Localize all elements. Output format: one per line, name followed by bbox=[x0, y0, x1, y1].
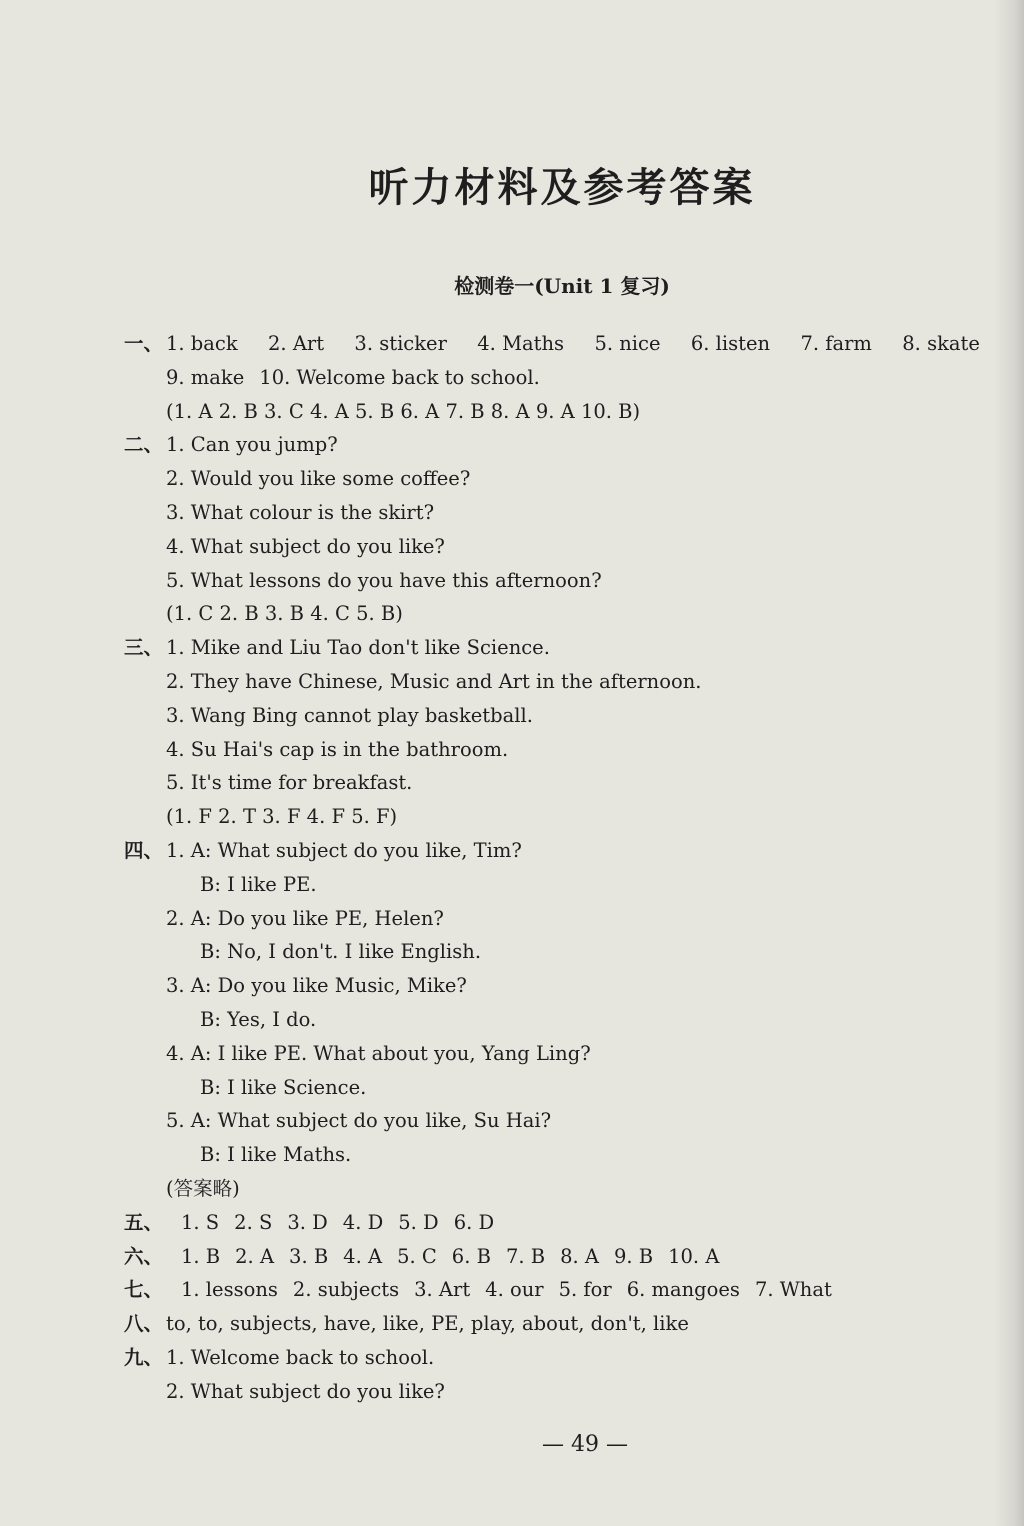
answer-item: 8. A bbox=[560, 1244, 599, 1268]
word-item: 2. Art bbox=[268, 332, 325, 355]
dialogue-line: 1. A: What subject do you like, Tim? bbox=[166, 838, 522, 862]
section-8-line bbox=[124, 1307, 984, 1341]
answer-body bbox=[124, 327, 984, 1409]
section-7-line bbox=[124, 1273, 984, 1307]
answer-item: 2. A bbox=[235, 1244, 275, 1268]
word-item: 8. skate bbox=[902, 332, 980, 355]
section-number: 二、 bbox=[124, 433, 164, 457]
section-number: 七、 bbox=[124, 1278, 164, 1302]
answer-item: 10. A bbox=[668, 1244, 720, 1268]
answer-item: 4. D bbox=[342, 1210, 384, 1234]
word-item: 5. for bbox=[558, 1278, 612, 1302]
sentence-item: 2. They have Chinese, Music and Art in the afternoon. bbox=[166, 669, 702, 693]
word-item: 7. farm bbox=[800, 332, 872, 355]
section-number: 四、 bbox=[124, 838, 164, 862]
word-item: 9. make bbox=[166, 365, 245, 389]
page-fold-shadow bbox=[994, 0, 1024, 1526]
sentence-item: 3. Wang Bing cannot play basketball. bbox=[166, 703, 533, 727]
sentence-item: 1. Mike and Liu Tao don't like Science. bbox=[166, 636, 550, 660]
answer-line: (1. F 2. T 3. F 4. F 5. F) bbox=[166, 805, 398, 829]
sentence-item: 2. Would you like some coffee? bbox=[166, 467, 471, 491]
section-1-line-2 bbox=[124, 361, 984, 395]
sentence-item: 4. What subject do you like? bbox=[166, 534, 445, 558]
answer-item: 5. D bbox=[398, 1210, 439, 1234]
answer-line: (1. A 2. B 3. C 4. A 5. B 6. A 7. B 8. A 9. A 10. B) bbox=[166, 399, 641, 423]
dialogue-line: B: No, I don't. I like English. bbox=[200, 940, 482, 964]
answer-item: 3. B bbox=[289, 1244, 329, 1268]
section-3-line-1 bbox=[124, 631, 984, 665]
dialogue-line: 4. A: I like PE. What about you, Yang Ling? bbox=[166, 1041, 591, 1065]
sentence-item: 3. What colour is the skirt? bbox=[166, 500, 435, 524]
word-item: 7. What bbox=[754, 1278, 832, 1302]
answer-item: 3. D bbox=[287, 1210, 328, 1234]
dialogue-line: B: I like Maths. bbox=[200, 1143, 352, 1167]
section-6-line bbox=[124, 1240, 984, 1274]
section-number: 一、 bbox=[124, 332, 164, 355]
word-item: 6. listen bbox=[690, 332, 771, 355]
answer-item: 4. A bbox=[343, 1244, 383, 1268]
word-item: 5. nice bbox=[594, 332, 661, 355]
section-number: 九、 bbox=[124, 1345, 164, 1369]
answer-item: 9. B bbox=[613, 1244, 654, 1268]
sentence-item: 5. It's time for breakfast. bbox=[166, 771, 413, 795]
word-item: 2. subjects bbox=[292, 1278, 400, 1302]
answer-item: 6. B bbox=[451, 1244, 491, 1268]
answer-line: (答案略) bbox=[166, 1176, 240, 1200]
section-1-line-1 bbox=[124, 327, 984, 361]
word-item: 3. Art bbox=[414, 1278, 471, 1302]
sentence-item: 2. What subject do you like? bbox=[166, 1379, 445, 1403]
word-item: 1. back bbox=[166, 332, 238, 355]
section-number: 六、 bbox=[124, 1244, 164, 1268]
sentence-item: 1. Can you jump? bbox=[166, 433, 338, 457]
section-2-line-1 bbox=[124, 428, 984, 462]
word-item: 4. our bbox=[485, 1278, 544, 1302]
section-4-line-1 bbox=[124, 834, 984, 868]
answer-item: 1. S bbox=[181, 1210, 220, 1234]
section-5-line bbox=[124, 1206, 984, 1240]
sentence-item: 4. Su Hai's cap is in the bathroom. bbox=[166, 737, 509, 761]
dialogue-line: B: Yes, I do. bbox=[200, 1007, 317, 1031]
word-list: to, to, subjects, have, like, PE, play, about, don't, like bbox=[166, 1312, 689, 1336]
answer-item: 7. B bbox=[505, 1244, 546, 1268]
word-item: 1. lessons bbox=[181, 1278, 278, 1302]
dialogue-line: 3. A: Do you like Music, Mike? bbox=[166, 974, 467, 998]
answer-line: (1. C 2. B 3. B 4. C 5. B) bbox=[166, 602, 403, 626]
page-number: — 49 — bbox=[542, 1432, 628, 1457]
section-number: 五、 bbox=[124, 1210, 164, 1234]
dialogue-line: B: I like PE. bbox=[200, 872, 317, 896]
sentence-item: 5. What lessons do you have this afternoon? bbox=[166, 568, 602, 592]
dialogue-line: 5. A: What subject do you like, Su Hai? bbox=[166, 1109, 552, 1133]
section-subtitle: 检测卷一(Unit 1 复习) bbox=[454, 274, 670, 298]
dialogue-line: 2. A: Do you like PE, Helen? bbox=[166, 906, 444, 930]
answer-item: 5. C bbox=[397, 1244, 437, 1268]
word-item: 3. sticker bbox=[354, 332, 447, 355]
word-item: 4. Maths bbox=[477, 332, 565, 355]
sentence-item: 1. Welcome back to school. bbox=[166, 1345, 435, 1369]
sentence-item: 10. Welcome back to school. bbox=[259, 365, 540, 389]
section-9-line-1 bbox=[124, 1341, 984, 1375]
page-title: 听力材料及参考答案 bbox=[368, 164, 756, 211]
answer-item: 2. S bbox=[234, 1210, 273, 1234]
section-number: 八、 bbox=[124, 1312, 164, 1336]
dialogue-line: B: I like Science. bbox=[200, 1075, 367, 1099]
answer-item: 1. B bbox=[181, 1244, 221, 1268]
section-number: 三、 bbox=[124, 636, 164, 660]
word-item: 6. mangoes bbox=[626, 1278, 740, 1302]
answer-item: 6. D bbox=[453, 1210, 495, 1234]
